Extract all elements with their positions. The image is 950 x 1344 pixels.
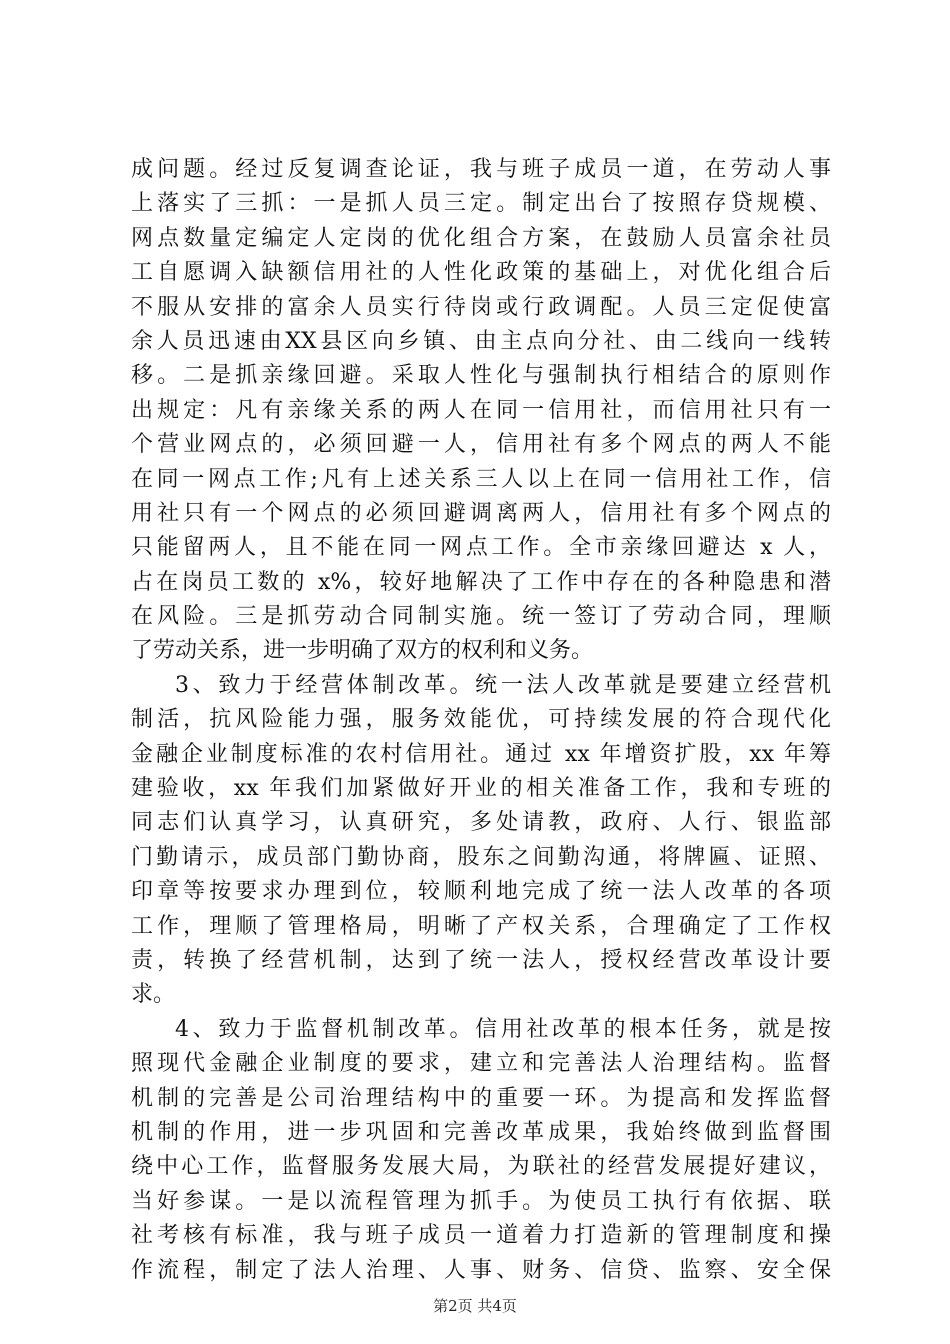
text-line: 出规定：凡有亲缘关系的两人在同一信用社，而信用社只有一	[131, 397, 831, 423]
text-line: 求。	[131, 982, 176, 1008]
text-line: 3、致力于经营体制改革。统一法人改革就是要建立经营机	[175, 672, 831, 698]
text-line: 在同一网点工作;凡有上述关系三人以上在同一信用社工作，信	[131, 466, 831, 492]
text-line: 门勤请示，成员部门勤协商，股东之间勤沟通，将牌匾、证照、	[131, 844, 831, 870]
text-line: 工作，理顺了管理格局，明晰了产权关系，合理确定了工作权	[131, 913, 831, 939]
text-line: 机制的完善是公司治理结构中的重要一环。为提高和发挥监督	[131, 1085, 831, 1111]
text-line: 作流程，制定了法人治理、人事、财务、信贷、监察、安全保	[131, 1257, 831, 1283]
text-line: 网点数量定编定人定岗的优化组合方案，在鼓励人员富余社员	[131, 225, 831, 251]
text-line: 用社只有一个网点的必须回避调离两人，信用社有多个网点的	[131, 500, 831, 526]
text-line: 社考核有标准，我与班子成员一道着力打造新的管理制度和操	[131, 1223, 831, 1249]
text-line: 金融企业制度标准的农村信用社。通过 xx 年增资扩股，xx 年筹	[131, 741, 831, 767]
text-line: 成问题。经过反复调查论证，我与班子成员一道，在劳动人事	[131, 157, 831, 182]
text-line: 了劳动关系，进一步明确了双方的权利和义务。	[131, 638, 594, 664]
text-line: 绕中心工作，监督服务发展大局，为联社的经营发展提好建议，	[131, 1154, 831, 1180]
text-line: 余人员迅速由XX县区向乡镇、由主点向分社、由二线向一线转	[131, 328, 831, 354]
text-line: 印章等按要求办理到位，较顺利地完成了统一法人改革的各项	[131, 879, 831, 905]
text-line: 4、致力于监督机制改革。信用社改革的根本任务，就是按	[175, 1016, 831, 1042]
text-line: 个营业网点的，必须回避一人，信用社有多个网点的两人不能	[131, 432, 831, 458]
text-line: 责，转换了经营机制，达到了统一法人，授权经营改革设计要	[131, 947, 831, 973]
text-line: 不服从安排的富余人员实行待岗或行政调配。人员三定促使富	[131, 294, 831, 320]
text-line: 移。二是抓亲缘回避。采取人性化与强制执行相结合的原则作	[131, 363, 831, 389]
text-line: 工自愿调入缺额信用社的人性化政策的基础上，对优化组合后	[131, 260, 831, 286]
text-line: 在风险。三是抓劳动合同制实施。统一签订了劳动合同，理顺	[131, 604, 831, 630]
text-line: 建验收，xx 年我们加紧做好开业的相关准备工作，我和专班的	[131, 776, 831, 802]
text-line: 当好参谋。一是以流程管理为抓手。为使员工执行有依据、联	[131, 1188, 831, 1214]
page-number-footer: 第2页 共4页	[433, 1297, 517, 1315]
text-line: 只能留两人，且不能在同一网点工作。全市亲缘回避达 x 人，	[131, 535, 831, 561]
text-line: 制活，抗风险能力强，服务效能优，可持续发展的符合现代化	[131, 707, 831, 733]
document-body	[131, 153, 831, 1288]
text-line: 照现代金融企业制度的要求，建立和完善法人治理结构。监督	[131, 1051, 831, 1077]
text-line: 上落实了三抓：一是抓人员三定。制定出台了按照存贷规模、	[131, 191, 831, 217]
text-line: 占在岗员工数的 x%，较好地解决了工作中存在的各种隐患和潜	[131, 569, 831, 595]
text-line: 同志们认真学习，认真研究，多处请教，政府、人行、银监部	[131, 810, 831, 836]
text-line: 机制的作用，进一步巩固和完善改革成果，我始终做到监督围	[131, 1119, 831, 1145]
